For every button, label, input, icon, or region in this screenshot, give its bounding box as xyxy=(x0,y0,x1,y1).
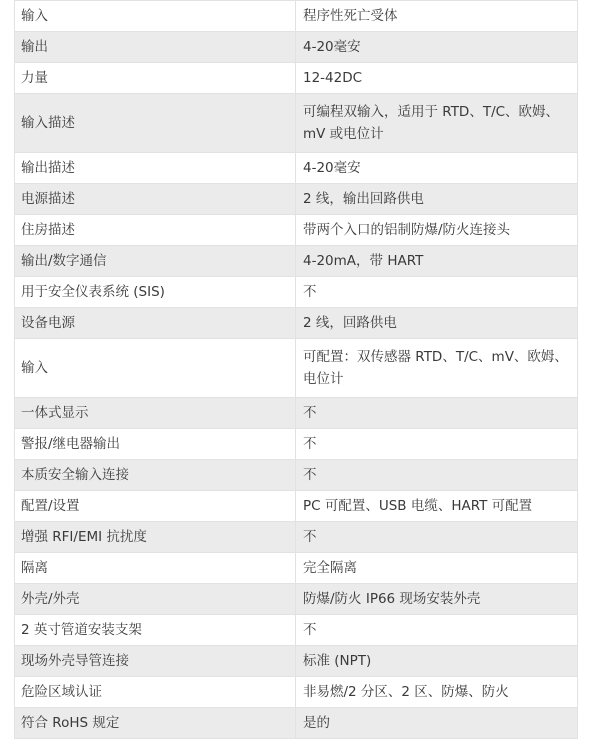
spec-label: 住房描述 xyxy=(15,215,296,246)
table-row xyxy=(15,184,578,215)
spec-label: 电源描述 xyxy=(15,184,296,215)
spec-value: 4-20mA，带 HART xyxy=(296,246,578,277)
table-row xyxy=(15,708,578,739)
table-row xyxy=(15,153,578,184)
spec-value: 2 线，输出回路供电 xyxy=(296,184,578,215)
table-row xyxy=(15,308,578,339)
spec-label: 增强 RFI/EMI 抗扰度 xyxy=(15,522,296,553)
spec-label: 输出/数字通信 xyxy=(15,246,296,277)
spec-value: 不 xyxy=(296,522,578,553)
spec-label: 2 英寸管道安装支架 xyxy=(15,615,296,646)
spec-label: 用于安全仪表系统 (SIS) xyxy=(15,277,296,308)
spec-value: 不 xyxy=(296,615,578,646)
spec-label: 配置/设置 xyxy=(15,491,296,522)
table-row xyxy=(15,460,578,491)
spec-label: 隔离 xyxy=(15,553,296,584)
table-row xyxy=(15,215,578,246)
spec-value: 不 xyxy=(296,460,578,491)
spec-label: 输出 xyxy=(15,32,296,63)
table-row xyxy=(15,553,578,584)
spec-label: 输入 xyxy=(15,339,296,398)
spec-label: 本质安全输入连接 xyxy=(15,460,296,491)
spec-value: 完全隔离 xyxy=(296,553,578,584)
spec-value: 不 xyxy=(296,277,578,308)
spec-label: 符合 RoHS 规定 xyxy=(15,708,296,739)
spec-value: 12-42DC xyxy=(296,63,578,94)
spec-table xyxy=(14,0,578,739)
spec-value: 不 xyxy=(296,429,578,460)
spec-value: 可配置：双传感器 RTD、T/C、mV、欧姆、电位计 xyxy=(296,339,578,398)
table-row xyxy=(15,277,578,308)
spec-value: 防爆/防火 IP66 现场安装外壳 xyxy=(296,584,578,615)
table-row xyxy=(15,584,578,615)
spec-value: 4-20毫安 xyxy=(296,32,578,63)
spec-label: 输入 xyxy=(15,1,296,32)
spec-value: 带两个入口的铝制防爆/防火连接头 xyxy=(296,215,578,246)
table-row xyxy=(15,677,578,708)
spec-label: 力量 xyxy=(15,63,296,94)
spec-value: 4-20毫安 xyxy=(296,153,578,184)
table-row xyxy=(15,339,578,398)
table-row xyxy=(15,1,578,32)
spec-value: 是的 xyxy=(296,708,578,739)
table-row xyxy=(15,646,578,677)
spec-value: 可编程双输入，适用于 RTD、T/C、欧姆、mV 或电位计 xyxy=(296,94,578,153)
spec-label: 输入描述 xyxy=(15,94,296,153)
spec-value: 程序性死亡受体 xyxy=(296,1,578,32)
spec-label: 危险区域认证 xyxy=(15,677,296,708)
spec-value: 2 线，回路供电 xyxy=(296,308,578,339)
spec-label: 外壳/外壳 xyxy=(15,584,296,615)
spec-label: 输出描述 xyxy=(15,153,296,184)
table-row xyxy=(15,522,578,553)
spec-value: PC 可配置、USB 电缆、HART 可配置 xyxy=(296,491,578,522)
table-row xyxy=(15,32,578,63)
spec-table-body xyxy=(15,1,578,739)
table-row xyxy=(15,615,578,646)
spec-label: 警报/继电器输出 xyxy=(15,429,296,460)
spec-label: 一体式显示 xyxy=(15,398,296,429)
table-row xyxy=(15,94,578,153)
table-row xyxy=(15,63,578,94)
table-row xyxy=(15,246,578,277)
spec-label: 现场外壳导管连接 xyxy=(15,646,296,677)
table-row xyxy=(15,429,578,460)
spec-label: 设备电源 xyxy=(15,308,296,339)
spec-value: 标准 (NPT) xyxy=(296,646,578,677)
spec-value: 不 xyxy=(296,398,578,429)
spec-value: 非易燃/2 分区、2 区、防爆、防火 xyxy=(296,677,578,708)
table-row xyxy=(15,398,578,429)
table-row xyxy=(15,491,578,522)
